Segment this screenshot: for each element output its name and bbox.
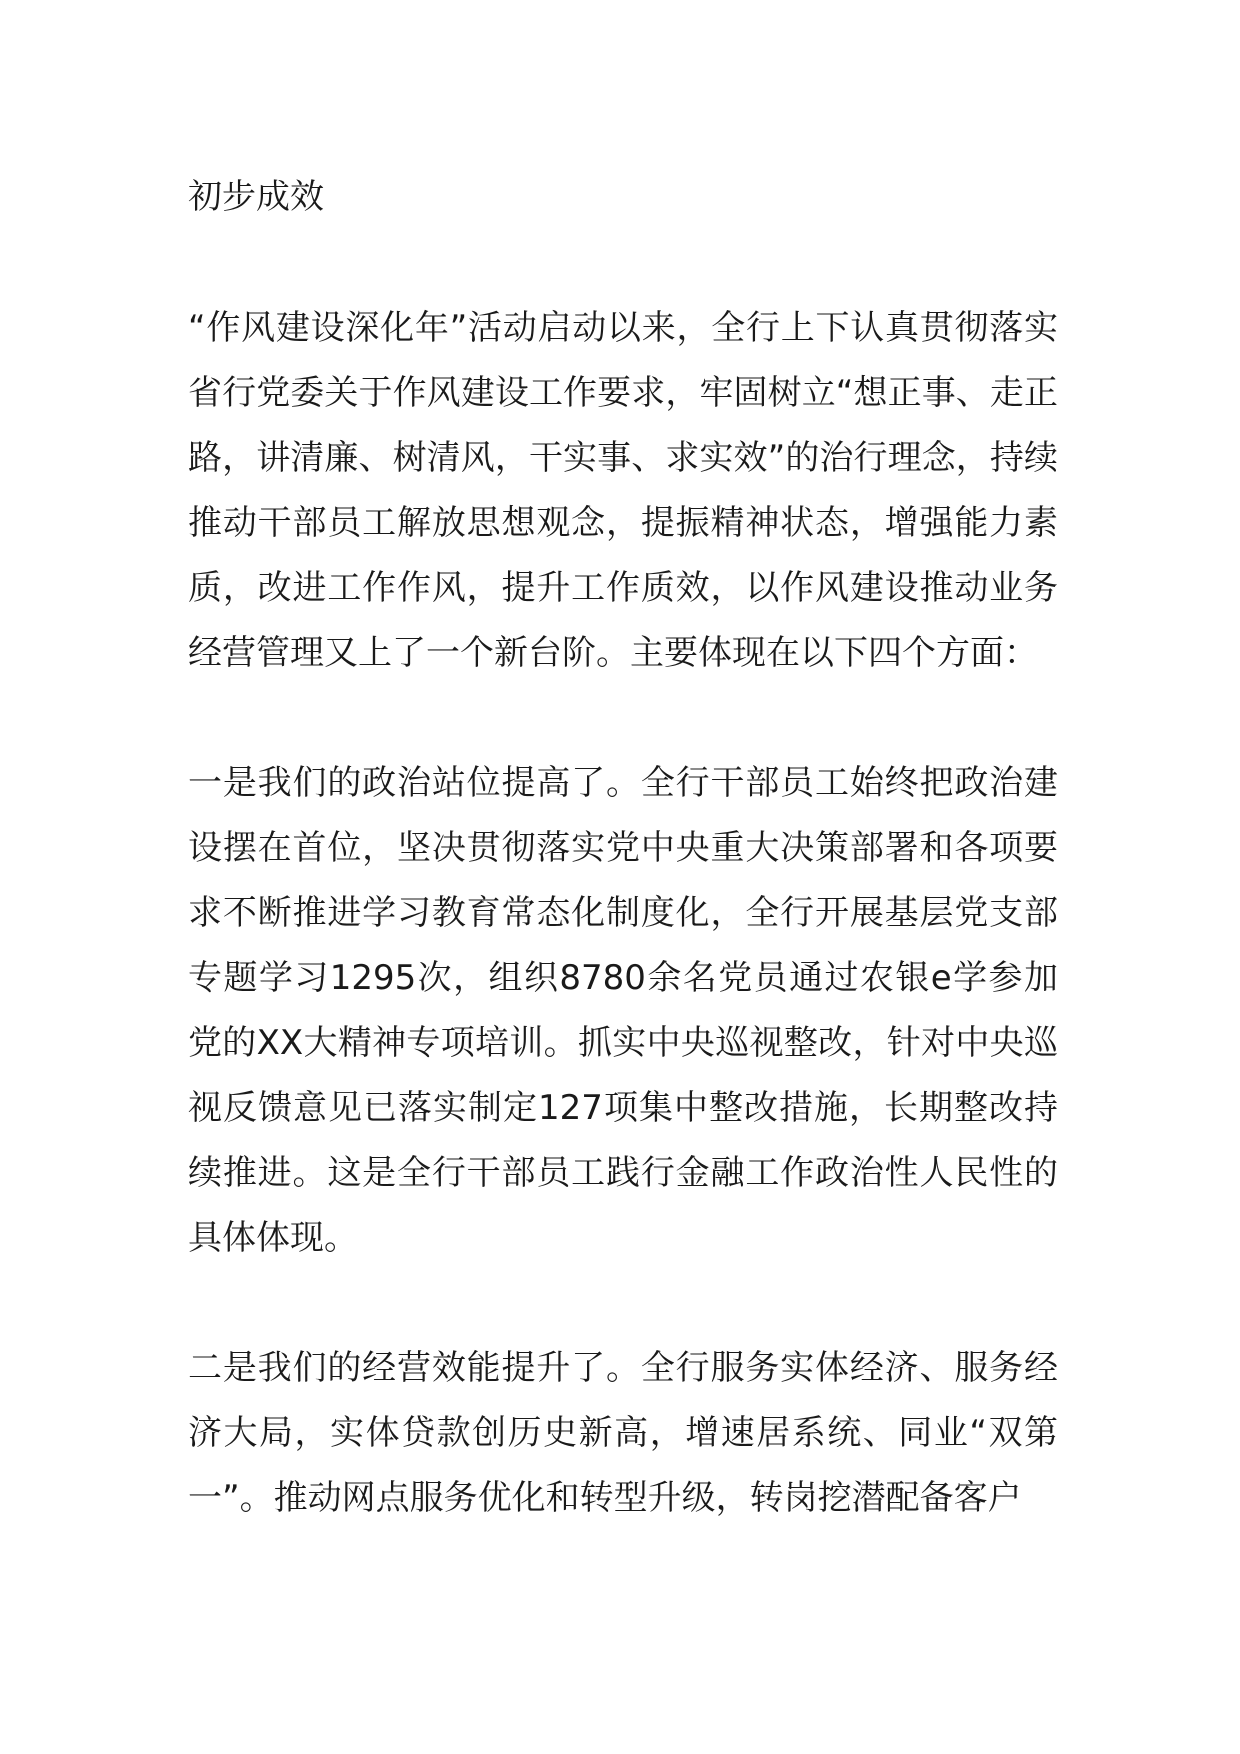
spacer: [188, 1271, 1058, 1336]
paragraph-political: 一是我们的政治站位提高了。全行干部员工始终把政治建设摆在首位，坚决贯彻落实党中央重大决策部署和各项要求不断推进学习教育常态化制度化，全行开展基层党支部专题学习1295次，组织8780余名党员通过农银e学参加党的XX大精神专项培训。抓实中央巡视整改，针对中央巡视反馈意见已落实制定127项集中整改措施，长期整改持续推进。这是全行干部员工践行金融工作政治性人民性的具体体现。: [188, 763, 1058, 1258]
spacer: [188, 686, 1058, 751]
paragraph-intro: “作风建设深化年”活动启动以来，全行上下认真贯彻落实省行党委关于作风建设工作要求，牢固树立“想正事、走正路，讲清廉、树清风，干实事、求实效”的治行理念，持续推动干部员工解放思想观念，提振精神状态，增强能力素质，改进工作作风，提升工作质效，以作风建设推动业务经营管理又上了一个新台阶。主要体现在以下四个方面：: [188, 308, 1058, 673]
document-page: [188, 164, 1058, 1531]
paragraph-operations: 二是我们的经营效能提升了。全行服务实体经济、服务经济大局，实体贷款创历史新高，增速居系统、同业“双第一”。推动网点服务优化和转型升级，转岗挖潜配备客户: [188, 1348, 1058, 1518]
section-heading: 初步成效: [188, 177, 324, 217]
spacer: [188, 230, 1058, 296]
